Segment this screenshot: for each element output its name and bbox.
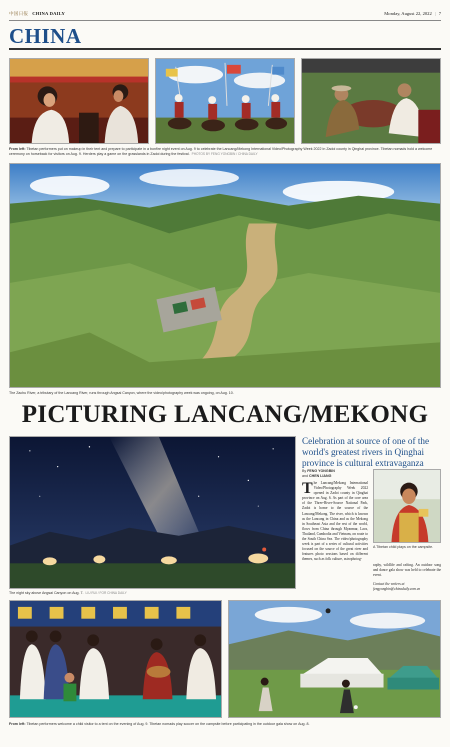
byline-and: and: [302, 474, 308, 478]
article-body-text-2: raphy, wildlife and rafting. An outdoor song and dance gala show was held to celebrate the event.: [373, 563, 441, 578]
caption-top-text: Tibetan performers put on makeup in their tent and prepare to participate in a bonfire night event on Aug. 9 to celebrate the Lancang/Mekong International Video/Photography Week 2022 in Zadoi county in Qinghai province. Tibetan nomads hold a welcome ceremony on horseback for visitors on Aug. 9. Herders play a game on the grasslands in Zadoi during the festival.: [9, 147, 433, 156]
photo-zachu-river: [9, 163, 441, 388]
photo-performers-makeup: [9, 58, 149, 144]
article-dek: Celebration at source of one of the world's greatest rivers in Qinghai province is cultural extravaganza: [302, 436, 430, 468]
caption-night-credit: LIU RUI / FOR CHINA DAILY: [85, 591, 127, 595]
article-body-column-1: [302, 481, 368, 595]
caption-bottom-lead: From left:: [9, 722, 26, 726]
date-page: Monday, August 22, 2022 | 7: [384, 11, 441, 16]
article-body-text-1: he Lancang/Mekong International Video/Photography Week 2022 opened in Zadoi county in Qinghai province on Aug. 6. As part of the core area of the Three-River-Source National Park, Zadoi is home to the source of the Lancang/Mekong. The river, which is known as the Lancang in China and as the Mekong in Southeast Asia and the rest of the world, flows from China through Myanmar, Laos, Thailand, Cambodia and Vietnam, on route to the South China Sea. The video/photography week is part of a series of cultural activities focused on the source of the great river and features photo sessions based on different themes, such as folk culture, astrophotog-: [302, 481, 368, 562]
photo-nomads-soccer: [228, 600, 441, 718]
photo-performers-tent: [9, 600, 222, 718]
caption-top-lead: From left:: [9, 147, 26, 151]
paper-name: [9, 8, 65, 20]
article-dropcap: T: [302, 481, 313, 497]
contact-label: Contact the writers at: [373, 582, 405, 587]
caption-night-text: The night sky above Angsai Canyon on Aug. 7.: [9, 591, 84, 595]
article-byline: [302, 469, 335, 479]
byline-author-2: CHEN LIANG: [309, 474, 332, 478]
caption-bottom-text: Tibetan performers welcome a child visitor to a tent on the evening of Aug. 9. Tibetan nomads play soccer on the campsite before participating in the outdoor gala show on Aug. 8.: [25, 722, 310, 726]
section-rule: [9, 48, 441, 50]
issue-date: Monday, August 22, 2022: [384, 11, 432, 16]
section-title: CHINA: [9, 24, 82, 48]
page-masthead: [9, 8, 441, 20]
caption-child: A Tibetan child plays on the campsite.: [373, 545, 434, 549]
paper-chinese-name: 中国日报: [9, 11, 29, 16]
article-body-column-2: [373, 563, 441, 592]
photo-herders-game: [301, 58, 441, 144]
photo-tibetan-child: [373, 469, 441, 543]
photo-night-sky: [9, 436, 296, 589]
article-contact: [373, 582, 441, 592]
page-number: 7: [438, 11, 441, 16]
caption-river: The Zachu River, a tributary of the Lancang River, runs through Angsai Canyon, where the video/photography week was ongoing, on Aug. 10.: [9, 391, 234, 395]
byline-label: By: [302, 469, 307, 473]
photo-horseback-welcome: [155, 58, 295, 144]
masthead-rule: [9, 20, 441, 21]
article-headline: PICTURING LANCANG/MEKONG: [21, 401, 429, 428]
contact-email: fengyongbin@chinadaily.com.cn: [373, 587, 421, 592]
paper-english-name: CHINA DAILY: [32, 11, 65, 16]
caption-night-sky: [9, 591, 296, 596]
caption-top-credit: PHOTOS BY FENG YONGBIN / CHINA DAILY: [191, 152, 258, 156]
caption-bottom-photos: [9, 722, 441, 727]
byline-author-1: FENG YONGBIN: [307, 469, 335, 473]
caption-top-photos: [9, 147, 441, 157]
